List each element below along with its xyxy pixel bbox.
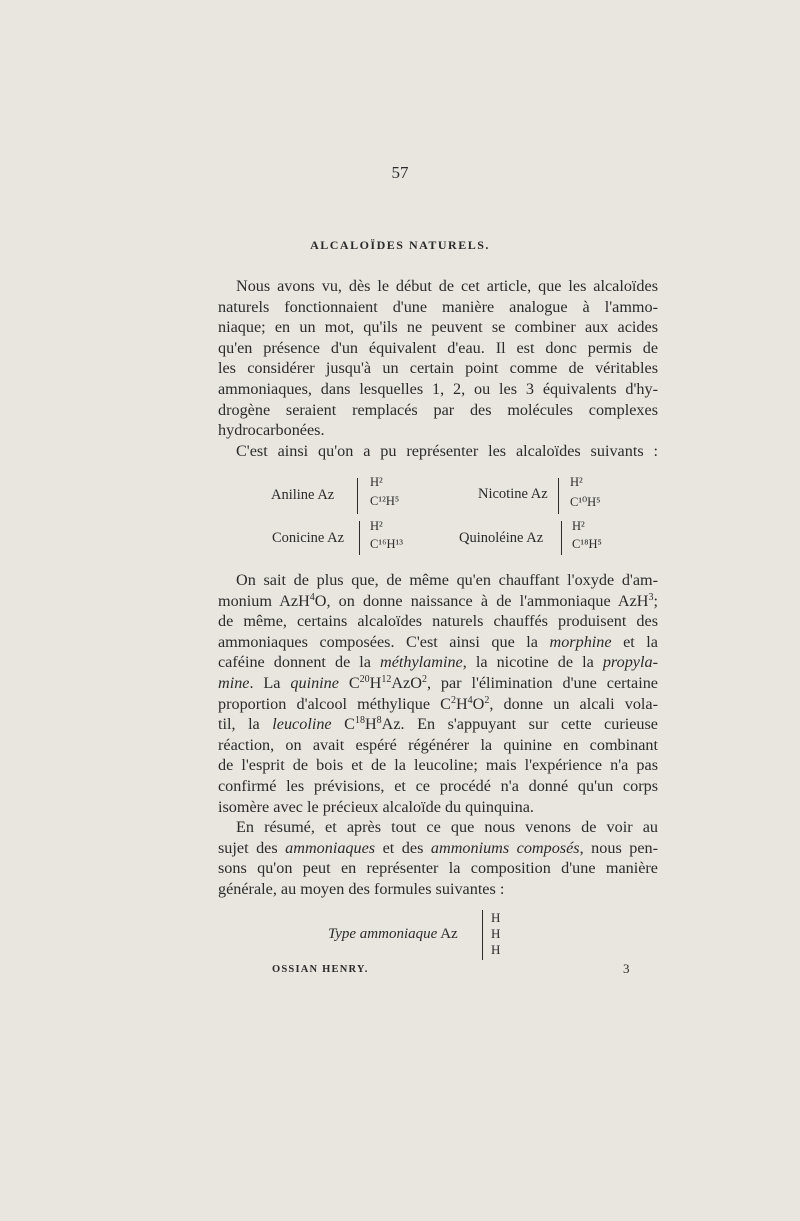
text-line: qu'en présence d'un équivalent d'eau. Il est donc permis de — [218, 338, 658, 357]
text-line: de même, certains alcaloïdes naturels chauffés produisent des — [218, 612, 658, 631]
brace-bar — [359, 521, 360, 555]
section-title: ALCALOÏDES NATURELS. — [310, 238, 490, 252]
paragraph-1 — [218, 276, 658, 441]
brace-bar — [482, 910, 483, 960]
text-line: mine. La quinine $C^{20}H^{12}AzO^2$, par l'élimination d'une certaine — [218, 673, 658, 692]
text-line: naturels fonctionnaient d'une manière analogue à l'ammo- — [218, 297, 658, 316]
text-line: sujet des ammoniaques et des ammoniums composés, nous pen- — [218, 838, 659, 857]
text-line: ammoniaques, dans lesquelles 1, 2, ou les 3 équivalents d'hy- — [218, 379, 658, 398]
text-line: En résumé, et après tout ce que nous venons de voir au — [236, 818, 658, 836]
formula-name: Quinoléine Az — [459, 530, 544, 546]
text-line: les considérer jusqu'à un certain point comme de véritables — [218, 359, 658, 378]
text-line: proportion d'alcool méthylique $C^2H^4O^2$, donne un alcali vola- — [218, 694, 658, 713]
formula-bottom: C¹⁶H¹³ — [370, 537, 403, 551]
formula-bottom: C¹⁰H⁵ — [570, 495, 601, 509]
text-line: C'est ainsi qu'on a pu représenter les alcaloïdes suivants : — [236, 442, 658, 460]
formula-bottom: C¹⁸H⁵ — [572, 537, 602, 551]
brace-bar — [357, 478, 358, 514]
text-line: de l'esprit de bois et de la leucoline; mais l'expérience n'a pas — [218, 756, 658, 775]
paragraph-4 — [218, 817, 658, 899]
text-line: niaque; en un mot, qu'ils ne peuvent se combiner aux acides — [218, 318, 658, 337]
formula-top: H² — [370, 519, 383, 533]
brace-bar — [558, 478, 559, 514]
sheet-number: 3 — [623, 961, 630, 976]
formula-bottom: C¹²H⁵ — [370, 494, 400, 508]
text-line: sons qu'on peut en représenter la composition d'une manière — [218, 859, 658, 878]
brace-bar — [561, 521, 562, 555]
formula-name: Aniline Az — [271, 487, 335, 503]
type-label: Type ammoniaque Az — [328, 926, 458, 942]
signature-line: OSSIAN HENRY. — [272, 964, 369, 975]
text-line: ammoniaques composées. C'est ainsi que la morphine et la — [218, 632, 658, 651]
hydrogen: H — [491, 926, 501, 941]
text-line: hydrocarbonées. — [218, 421, 325, 440]
hydrogen: H — [491, 942, 501, 957]
text-line: caféine donnent de la méthylamine, la nicotine de la propyla- — [218, 653, 658, 672]
paragraph-2 — [218, 441, 658, 462]
page-number: 57 — [391, 163, 409, 182]
text-line: générale, au moyen des formules suivantes : — [218, 879, 505, 898]
text-line: til, la leucoline $C^{18}H^8Az$. En s'appuyant sur cette curieuse — [218, 715, 658, 734]
text-line: monium AzH$^4$O, on donne naissance à de l'ammoniaque AzH$^3$; — [218, 591, 658, 610]
text-line: confirmé les prévisions, et ce procédé n'a donné qu'un corps — [218, 776, 658, 795]
text-line: réaction, on avait espéré régénérer la quinine en combinant — [218, 735, 658, 754]
paragraph-3 — [218, 570, 658, 817]
hydrogen: H — [491, 910, 501, 925]
formula-top: H² — [370, 475, 383, 489]
text-line: drogène seraient remplacés par des molécules complexes — [218, 400, 658, 419]
text-line: On sait de plus que, de même qu'en chauffant l'oxyde d'am- — [236, 571, 658, 589]
formula-name: Nicotine Az — [478, 486, 548, 502]
formula-top: H² — [572, 519, 585, 533]
text-line: Nous avons vu, dès le début de cet article, que les alcaloïdes — [236, 277, 658, 295]
text-line: isomère avec le précieux alcaloïde du quinquina. — [218, 797, 534, 816]
formula-top: H² — [570, 475, 583, 489]
formula-name: Conicine Az — [272, 530, 345, 546]
